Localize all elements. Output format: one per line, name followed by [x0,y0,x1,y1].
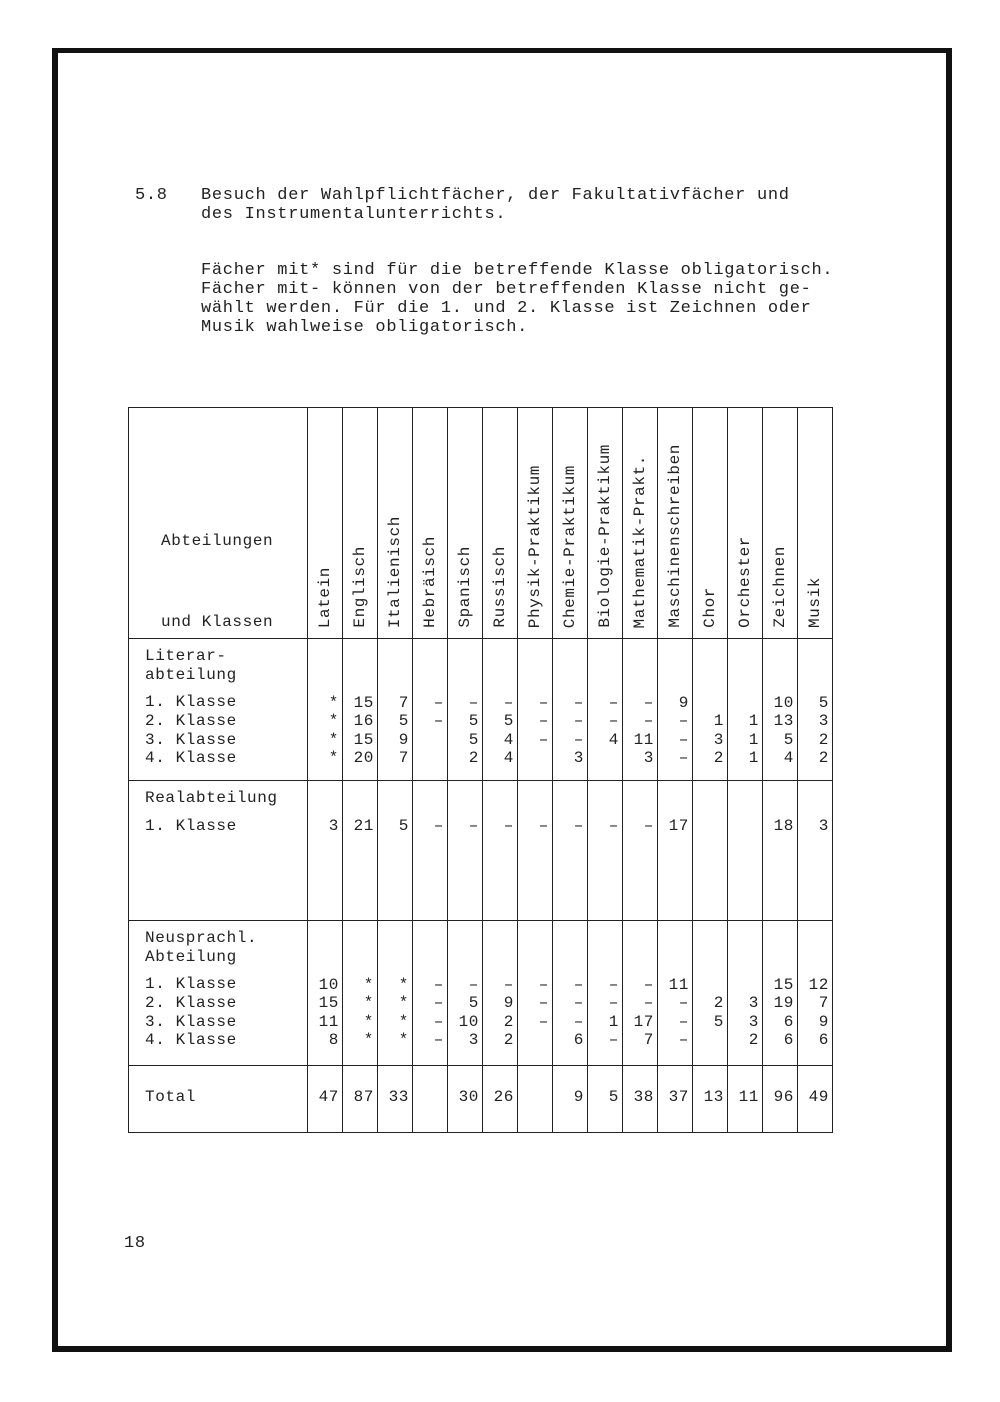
cell-value [693,1031,724,1050]
column-header [343,408,378,639]
cell-value [588,749,619,768]
cell-value: 3 [818,712,829,731]
cell-value [518,1088,549,1107]
value-cell [343,921,378,1066]
cell-value: – [608,712,619,731]
value-cell [588,1066,623,1133]
table-section [129,1066,833,1133]
cell-value: – [573,994,584,1013]
cell-value: – [678,730,689,749]
column-header [308,408,343,639]
cell-value: 15 [773,975,794,994]
elective-attendance-table [128,407,833,1133]
table-section [129,781,833,921]
cell-value: 10 [458,1012,479,1031]
section-heading-line-1: Besuch der Wahlpflichtfächer, der Fakultativfächer und [201,186,790,205]
value-cell [693,781,728,921]
value-cell [518,781,553,921]
value-cell [518,921,553,1066]
cell-value: 47 [318,1088,339,1106]
cell-value: 5 [713,1012,724,1031]
column-header-label: Russisch [491,546,509,628]
row-label: 4. Klasse [145,749,237,768]
cell-value: 21 [353,816,374,835]
section-number: 5.8 [135,186,168,205]
value-cell [728,921,763,1066]
cell-value: 11 [318,1012,339,1031]
cell-value: 15 [353,730,374,749]
value-cell [658,1066,693,1133]
cell-value: 9 [818,1012,829,1031]
row-label: 1. Klasse [145,693,237,712]
value-cell [343,639,378,781]
cell-value: 11 [633,730,654,749]
cell-value: 5 [608,1088,619,1106]
cell-value: 3 [818,816,829,835]
cell-value: 96 [773,1088,794,1106]
cell-value: – [608,816,619,835]
column-header [518,408,553,639]
cell-value: 9 [573,1088,584,1106]
cell-value: 10 [773,693,794,712]
cell-value: * [328,730,339,749]
value-cell [763,921,798,1066]
cell-value: 26 [493,1088,514,1106]
cell-value: * [328,712,339,731]
cell-value: 20 [353,749,374,768]
cell-value: 4 [503,749,514,768]
value-cell [763,1066,798,1133]
column-header [658,408,693,639]
cell-value: 49 [808,1088,829,1106]
cell-value: – [573,693,584,712]
cell-value: – [608,693,619,712]
column-header-label: Maschinenschreiben [666,444,684,628]
cell-value: – [433,994,444,1013]
value-cell [413,781,448,921]
value-cell [798,1066,833,1133]
section-label-cell [129,1066,308,1133]
column-header [448,408,483,639]
cell-value: 7 [398,749,409,768]
column-header-label: Musik [806,576,824,628]
cell-value: 4 [783,749,794,768]
corner-header [129,408,308,639]
cell-value: – [573,712,584,731]
cell-value: – [678,994,689,1013]
corner-label-line: Abteilungen [161,532,274,550]
cell-value: – [678,749,689,768]
value-cell [553,639,588,781]
cell-value: – [643,975,654,994]
value-cell [763,781,798,921]
cell-value: * [328,693,339,712]
cell-value [518,1031,549,1050]
value-cell [658,781,693,921]
cell-value: – [538,994,549,1013]
cell-value: 6 [573,1031,584,1050]
cell-value [693,817,724,836]
cell-value: * [363,1031,374,1050]
column-header [378,408,413,639]
cell-value: * [363,994,374,1013]
section-title: abteilung [145,665,237,684]
column-header [483,408,518,639]
column-header [728,408,763,639]
cell-value: * [398,1031,409,1050]
column-header [798,408,833,639]
cell-value [693,694,724,713]
cell-value: 4 [503,730,514,749]
value-cell [518,639,553,781]
column-header-label: Biologie-Praktikum [596,444,614,628]
value-cell [623,639,658,781]
cell-value: – [538,712,549,731]
section-title: Abteilung [145,947,237,966]
cell-value: – [643,816,654,835]
cell-value: 12 [808,975,829,994]
cell-value: – [433,816,444,835]
value-cell [553,921,588,1066]
cell-value: 17 [668,816,689,835]
cell-value: 1 [748,730,759,749]
cell-value: 3 [748,1012,759,1031]
section-label-cell [129,781,308,921]
value-cell [378,1066,413,1133]
cell-value: – [608,975,619,994]
column-header-label: Chor [701,587,719,628]
cell-value: 1 [608,1012,619,1031]
table-section [129,639,833,781]
value-cell [798,921,833,1066]
cell-value: 18 [773,816,794,835]
cell-value: 5 [468,712,479,731]
cell-value [728,976,759,995]
cell-value: 13 [773,712,794,731]
cell-value: 6 [783,1012,794,1031]
corner-label-line: und Klassen [161,613,274,631]
cell-value: 9 [398,730,409,749]
page-number: 18 [124,1234,146,1253]
value-cell [343,781,378,921]
cell-value: 16 [353,712,374,731]
section-heading-line-2: des Instrumentalunterrichts. [201,205,507,224]
cell-value: 7 [643,1031,654,1050]
cell-value: – [503,693,514,712]
cell-value: 11 [668,975,689,994]
value-cell [693,1066,728,1133]
value-cell [623,1066,658,1133]
cell-value: 5 [818,693,829,712]
cell-value: 2 [818,730,829,749]
cell-value: * [398,975,409,994]
cell-value: 33 [388,1088,409,1106]
cell-value: 11 [738,1088,759,1106]
cell-value: 19 [773,994,794,1013]
cell-value: – [573,730,584,749]
cell-value: – [643,712,654,731]
cell-value: 5 [468,730,479,749]
cell-value: * [363,975,374,994]
cell-value: 2 [818,749,829,768]
cell-value: – [608,994,619,1013]
row-label: 2. Klasse [145,712,237,731]
value-cell [658,639,693,781]
section-title: Realabteilung [145,789,278,807]
value-cell [308,921,343,1066]
cell-value: 7 [818,994,829,1013]
column-header-label: Hebräisch [421,536,439,628]
cell-value: – [538,975,549,994]
cell-value: – [538,816,549,835]
value-cell [413,1066,448,1133]
cell-value: 38 [633,1088,654,1106]
value-cell [518,1066,553,1133]
value-cell [588,781,623,921]
section-title: Literar- [145,647,227,665]
cell-value: – [433,1012,444,1031]
cell-value: – [573,1012,584,1031]
cell-value: – [433,1031,444,1050]
cell-value: * [398,1012,409,1031]
cell-value: 3 [573,749,584,768]
cell-value: 9 [503,994,514,1013]
value-cell [448,1066,483,1133]
row-label: 2. Klasse [145,994,237,1013]
cell-value: 8 [328,1031,339,1050]
cell-value: – [503,816,514,835]
section-label-cell [129,639,308,781]
cell-value: – [503,975,514,994]
value-cell [693,921,728,1066]
cell-value: 5 [468,994,479,1013]
value-cell [343,1066,378,1133]
value-cell [588,921,623,1066]
cell-value: 3 [468,1031,479,1050]
cell-value: 5 [503,712,514,731]
value-cell [448,639,483,781]
cell-value: 2 [468,749,479,768]
value-cell [553,781,588,921]
cell-value [728,694,759,713]
value-cell [658,921,693,1066]
note-line-3: wählt werden. Für die 1. und 2. Klasse ist Zeichnen oder [201,299,812,318]
column-header [413,408,448,639]
table-section [129,921,833,1066]
value-cell [483,781,518,921]
cell-value: 3 [748,994,759,1013]
cell-value: 7 [398,693,409,712]
cell-value: – [433,975,444,994]
cell-value: 87 [353,1088,374,1106]
value-cell [378,781,413,921]
value-cell [308,639,343,781]
value-cell [798,639,833,781]
column-header [693,408,728,639]
cell-value: 37 [668,1088,689,1106]
value-cell [413,639,448,781]
cell-value: 10 [318,975,339,994]
note-line-1: Fächer mit* sind für die betreffende Klasse obligatorisch. [201,261,834,280]
column-header [763,408,798,639]
value-cell [308,1066,343,1133]
cell-value: 15 [318,994,339,1013]
cell-value: – [643,994,654,1013]
cell-value: 13 [703,1088,724,1106]
row-label: 4. Klasse [145,1031,237,1050]
cell-value: 2 [748,1031,759,1050]
cell-value: 2 [503,1012,514,1031]
cell-value [693,976,724,995]
column-header-label: Orchester [736,536,754,628]
cell-value: – [468,975,479,994]
value-cell [693,639,728,781]
value-cell [623,921,658,1066]
value-cell [588,639,623,781]
column-header-label: Spanisch [456,546,474,628]
row-label: 1. Klasse [145,816,237,835]
cell-value: 5 [398,816,409,835]
cell-value [413,731,444,750]
cell-value: – [538,693,549,712]
note-line-4: Musik wahlweise obligatorisch. [201,318,529,337]
cell-value: 5 [398,712,409,731]
value-cell [308,781,343,921]
value-cell [483,921,518,1066]
cell-value [413,1088,444,1107]
cell-value: 3 [328,816,339,835]
column-header-label: Latein [316,566,334,628]
value-cell [728,639,763,781]
cell-value: – [573,975,584,994]
cell-value: 2 [713,749,724,768]
cell-value: 1 [748,749,759,768]
column-header [623,408,658,639]
value-cell [553,1066,588,1133]
cell-value: – [468,693,479,712]
cell-value: * [398,994,409,1013]
value-cell [413,921,448,1066]
column-header-label: Zeichnen [771,546,789,628]
cell-value: – [573,816,584,835]
row-label: 3. Klasse [145,730,237,749]
row-label: 3. Klasse [145,1012,237,1031]
value-cell [448,921,483,1066]
section-label-cell [129,921,308,1066]
cell-value: 4 [608,730,619,749]
cell-value: 1 [713,712,724,731]
value-cell [378,639,413,781]
cell-value: – [433,712,444,731]
cell-value: 17 [633,1012,654,1031]
cell-value: 6 [818,1031,829,1050]
cell-value: * [363,1012,374,1031]
value-cell [728,1066,763,1133]
cell-value: – [538,730,549,749]
cell-value: 3 [643,749,654,768]
cell-value: – [678,1031,689,1050]
value-cell [763,639,798,781]
cell-value: 5 [783,730,794,749]
cell-value: – [643,693,654,712]
cell-value: – [433,693,444,712]
cell-value: 6 [783,1031,794,1050]
value-cell [378,921,413,1066]
row-label: Total [145,1088,197,1106]
cell-value: – [538,1012,549,1031]
value-cell [483,1066,518,1133]
cell-value: 2 [503,1031,514,1050]
cell-value: – [468,816,479,835]
column-header-label: Mathematik-Prakt. [631,454,649,628]
column-header [553,408,588,639]
value-cell [798,781,833,921]
cell-value: 1 [748,712,759,731]
column-header-label: Italienisch [386,515,404,628]
section-title: Neusprachl. [145,929,258,947]
column-header [588,408,623,639]
cell-value [518,749,549,768]
value-cell [448,781,483,921]
column-header-label: Chemie-Praktikum [561,464,579,628]
note-line-2: Fächer mit- können von der betreffenden Klasse nicht ge- [201,280,812,299]
cell-value: – [678,1012,689,1031]
cell-value: – [678,712,689,731]
cell-value: 2 [713,994,724,1013]
table-header-row [129,408,833,639]
cell-value: 3 [713,730,724,749]
value-cell [483,639,518,781]
cell-value: 15 [353,693,374,712]
column-header-label: Englisch [351,546,369,628]
row-label: 1. Klasse [145,975,237,994]
cell-value: * [328,749,339,768]
column-header-label: Physik-Praktikum [526,464,544,628]
cell-value: – [608,1031,619,1050]
cell-value: 9 [678,693,689,712]
cell-value [728,817,759,836]
value-cell [728,781,763,921]
cell-value [413,749,444,768]
cell-value: 30 [458,1088,479,1106]
value-cell [623,781,658,921]
